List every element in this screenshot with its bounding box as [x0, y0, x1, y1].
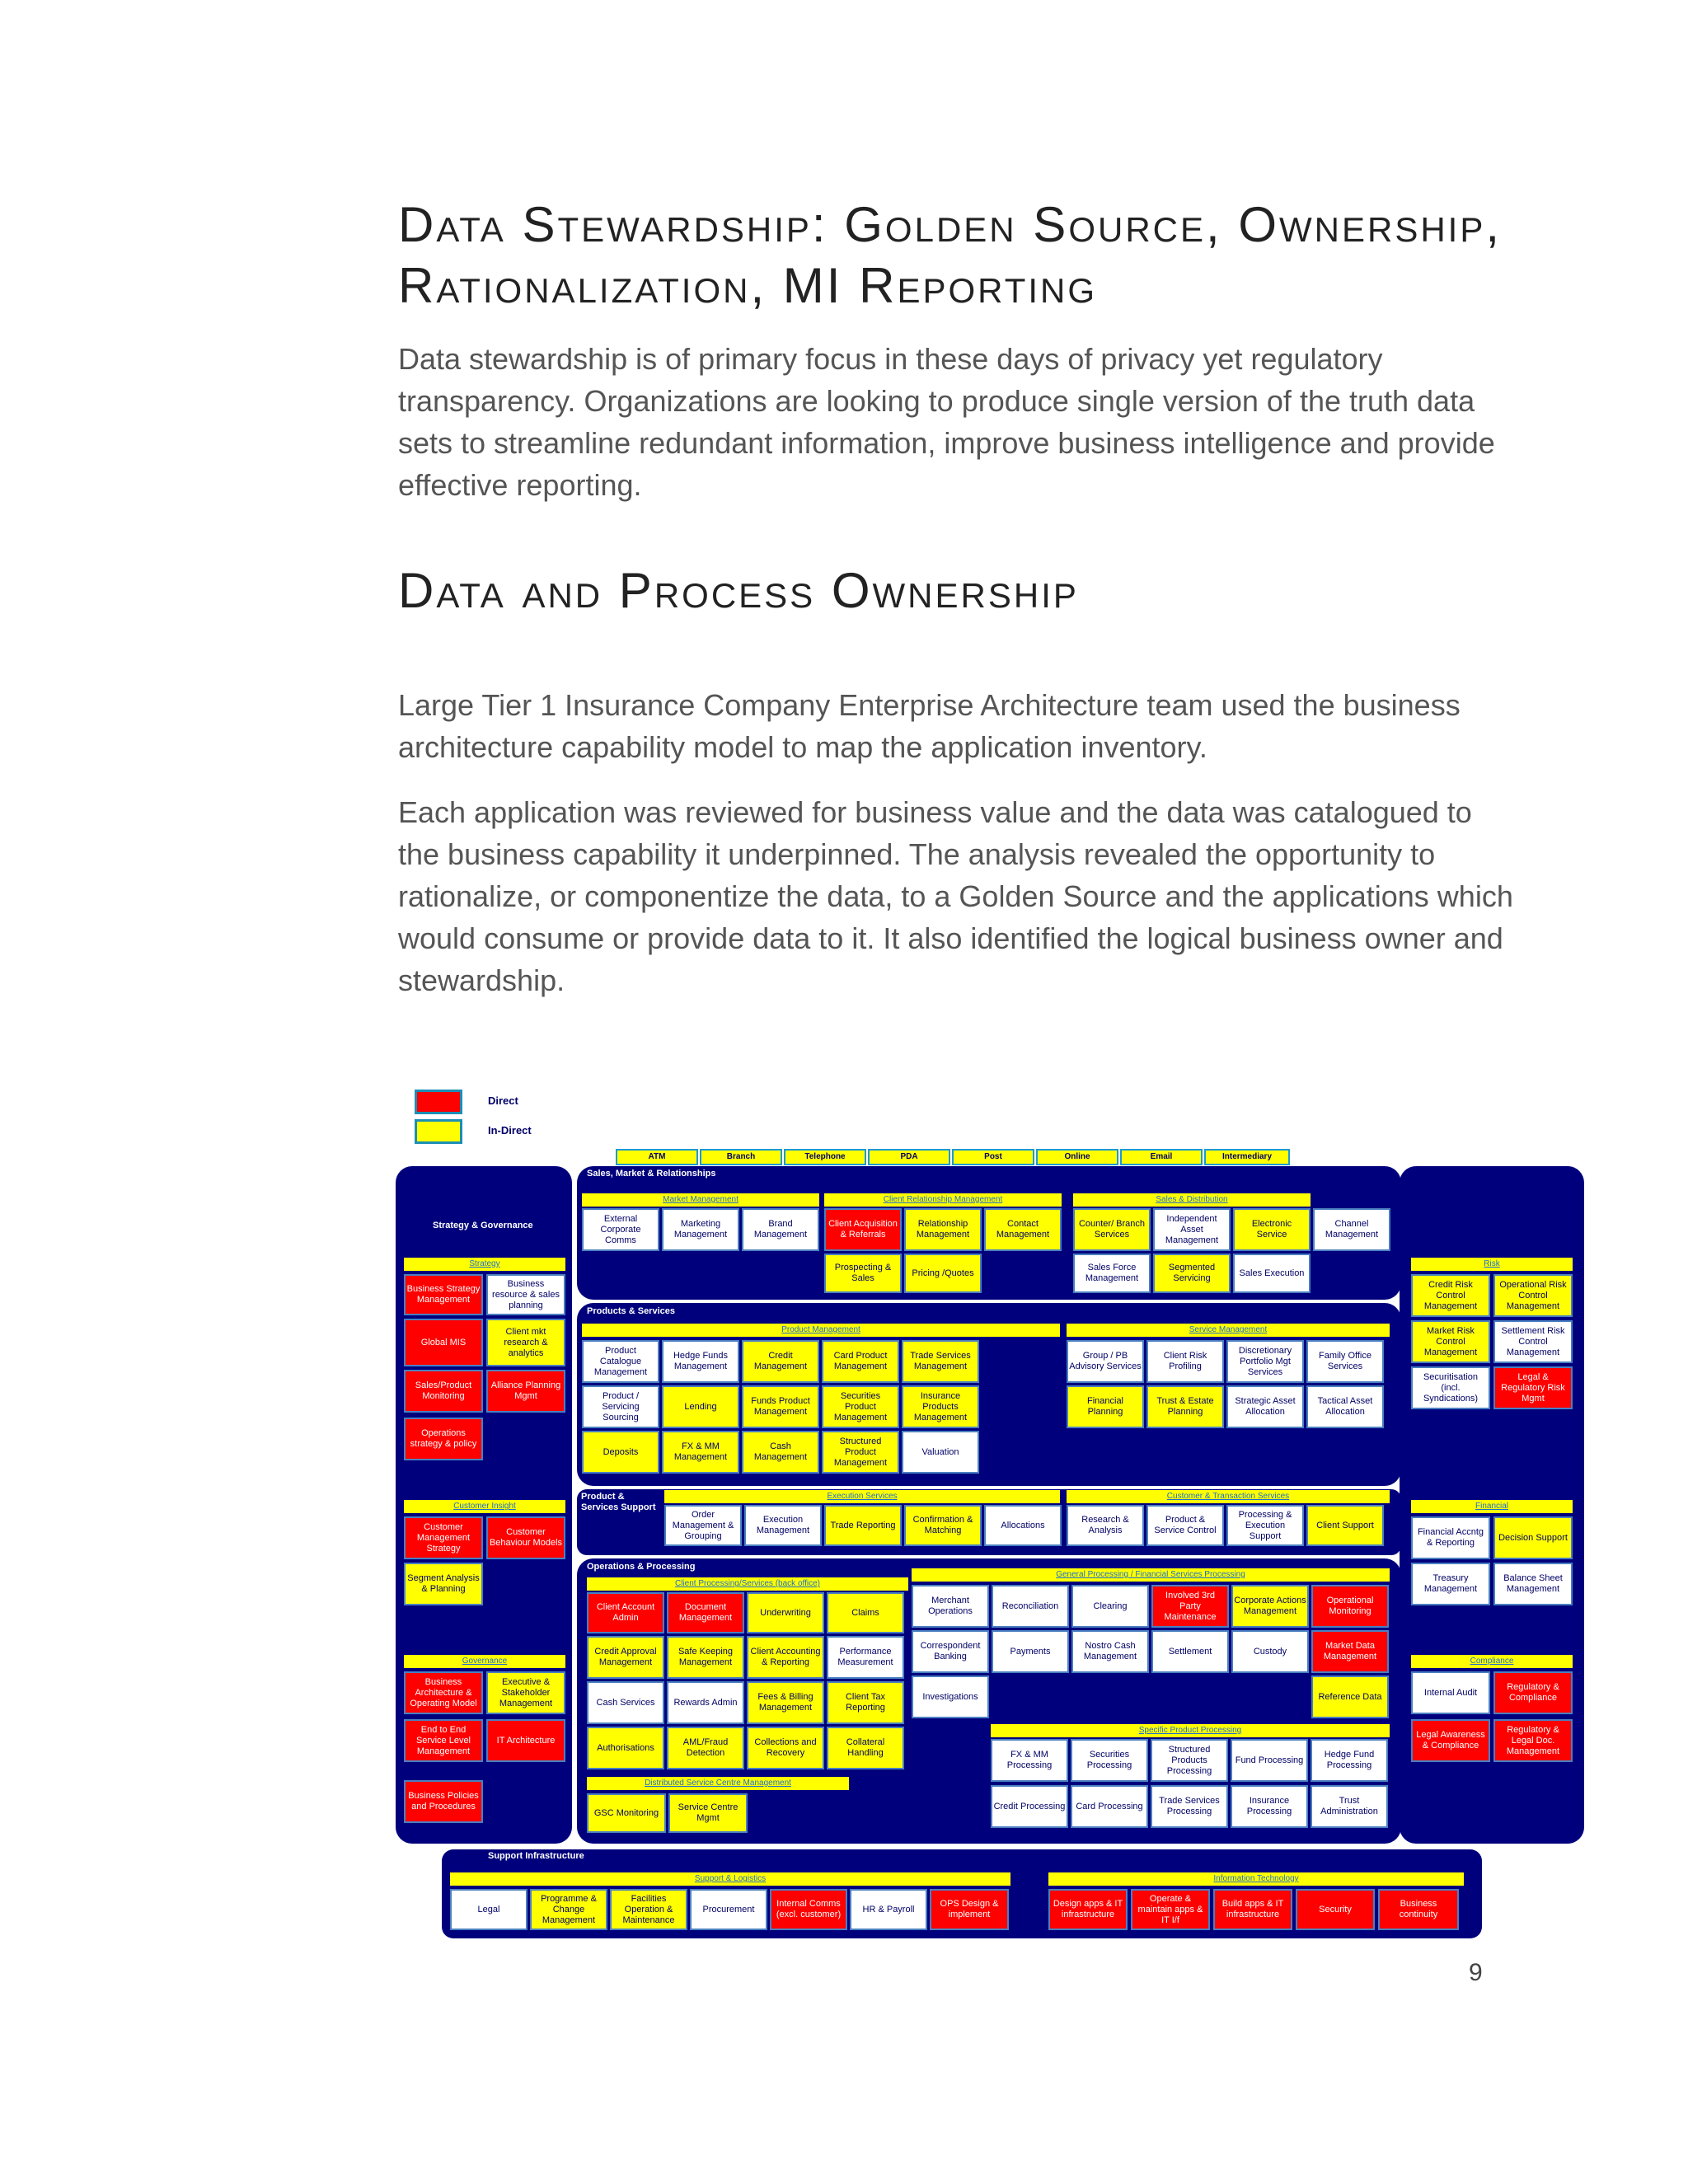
capability-cell: Security: [1296, 1889, 1375, 1930]
capability-cell: Rewards Admin: [667, 1681, 744, 1724]
capability-cell: Valuation: [902, 1431, 979, 1474]
capability-cell: Collateral Handling: [827, 1727, 904, 1769]
capability-cell: Sales Force Management: [1073, 1254, 1151, 1293]
capability-cell: Trust Administration: [1311, 1785, 1388, 1828]
capability-cell: Card Product Management: [822, 1340, 899, 1383]
hdr-specific-product: Specific Product Processing: [991, 1724, 1390, 1737]
capability-cell: Segmented Servicing: [1153, 1254, 1231, 1293]
capability-cell: Insurance Products Management: [902, 1385, 979, 1428]
capability-cell: Reference Data: [1311, 1675, 1389, 1718]
capability-cell: Customer Behaviour Models: [486, 1516, 565, 1559]
capability-cell: Facilities Operation & Maintenance: [610, 1889, 687, 1930]
capability-cell: Decision Support: [1493, 1516, 1573, 1559]
capability-cell: Merchant Operations: [912, 1585, 989, 1628]
capability-cell: Credit Approval Management: [587, 1636, 664, 1679]
capability-cell: Card Processing: [1071, 1785, 1148, 1828]
ownership-paragraph-2: Each application was reviewed for business value and the data was catalogued to the business capability it underpinned. The analysis revealed the opportunity to rationalize, or componentize the data, to a Golden Source and the applications which would consume or provide data to it. It also identified the logical business owner and stewardship.: [398, 795, 1513, 997]
capability-cell: Settlement Risk Control Management: [1493, 1320, 1573, 1363]
operations-title: Operations & Processing: [587, 1562, 696, 1572]
capability-cell: Build apps & IT infrastructure: [1213, 1889, 1292, 1930]
hdr-product-management: Product Management: [582, 1324, 1060, 1337]
capability-cell: Regulatory & Legal Doc. Management: [1493, 1719, 1573, 1762]
capability-cell: Client Accounting & Reporting: [747, 1636, 824, 1679]
capability-cell: Internal Audit: [1411, 1671, 1490, 1714]
hdr-financial: Financial: [1411, 1500, 1573, 1513]
capability-cell: Performance Measurement: [827, 1636, 904, 1679]
hdr-service-management: Service Management: [1067, 1324, 1390, 1337]
capability-cell: Customer Management Strategy: [404, 1516, 483, 1559]
section-heading: Data Stewardship: Golden Source, Ownership, Rationalization, MI Reporting: [398, 197, 1503, 313]
capability-cell: Clearing: [1071, 1585, 1149, 1628]
capability-cell: Involved 3rd Party Maintenance: [1151, 1585, 1229, 1628]
hdr-client-processing: Client Processing/Services (back office): [587, 1577, 908, 1591]
capability-cell: Marketing Management: [662, 1208, 739, 1251]
capability-cell: Collections and Recovery: [747, 1727, 824, 1769]
capability-cell: Operational Monitoring: [1311, 1585, 1389, 1628]
capability-cell: Tactical Asset Allocation: [1306, 1385, 1384, 1428]
hdr-sales-distribution: Sales & Distribution: [1073, 1193, 1311, 1207]
channel-telephone: Telephone: [784, 1149, 866, 1165]
hdr-general-processing: General Processing / Financial Services Processing: [912, 1568, 1390, 1582]
capability-cell: Securities Product Management: [822, 1385, 899, 1428]
legend-direct-label: Direct: [488, 1094, 518, 1107]
capability-cell: Alliance Planning Mgmt: [486, 1370, 565, 1413]
capability-cell: Settlement: [1151, 1630, 1229, 1673]
capability-cell: Legal Awareness & Compliance: [1411, 1719, 1490, 1762]
capability-cell: Claims: [827, 1592, 904, 1633]
capability-cell: Pricing /Quotes: [904, 1254, 982, 1293]
capability-cell: Operational Risk Control Management: [1493, 1274, 1573, 1317]
capability-cell: External Corporate Comms: [582, 1208, 659, 1251]
capability-cell: Financial Accntg & Reporting: [1411, 1516, 1490, 1559]
capability-cell: Balance Sheet Management: [1493, 1563, 1573, 1605]
capability-cell: Hedge Fund Processing: [1311, 1739, 1388, 1782]
hdr-compliance: Compliance: [1411, 1655, 1573, 1668]
sales-title: Sales, Market & Relationships: [587, 1169, 716, 1179]
hdr-support-logistics: Support & Logistics: [450, 1872, 1010, 1886]
capability-cell: FX & MM Management: [662, 1431, 739, 1474]
capability-cell: Contact Management: [984, 1208, 1062, 1251]
capability-cell: Electronic Service: [1233, 1208, 1311, 1251]
capability-cell: Discretionary Portfolio Mgt Services: [1226, 1340, 1304, 1383]
capability-model-diagram: [396, 1088, 1615, 1945]
channel-pda: PDA: [868, 1149, 950, 1165]
hdr-governance: Governance: [404, 1655, 565, 1668]
channel-online: Online: [1036, 1149, 1118, 1165]
capability-cell: Client mkt research & analytics: [486, 1319, 565, 1366]
capability-cell: GSC Monitoring: [587, 1793, 666, 1833]
capability-cell: Authorisations: [587, 1727, 664, 1769]
capability-cell: Product & Service Control: [1146, 1505, 1224, 1546]
capability-cell: Sales Execution: [1233, 1254, 1311, 1293]
capability-cell: Client Tax Reporting: [827, 1681, 904, 1724]
hdr-distributed-service: Distributed Service Centre Management: [587, 1777, 849, 1790]
capability-cell: Business Architecture & Operating Model: [404, 1671, 483, 1714]
capability-cell: Trust & Estate Planning: [1146, 1385, 1224, 1428]
capability-cell: Market Data Management: [1311, 1630, 1389, 1673]
capability-cell: Credit Management: [742, 1340, 819, 1383]
capability-cell: Payments: [992, 1630, 1069, 1673]
channel-email: Email: [1120, 1149, 1203, 1165]
capability-cell: Design apps & IT infrastructure: [1048, 1889, 1128, 1930]
capability-cell: Executive & Stakeholder Management: [486, 1671, 565, 1714]
capability-cell: Research & Analysis: [1067, 1505, 1144, 1546]
capability-cell: IT Architecture: [486, 1719, 565, 1762]
capability-cell: Fund Processing: [1231, 1739, 1308, 1782]
capability-cell: Cash Management: [742, 1431, 819, 1474]
capability-cell: Programme & Change Management: [530, 1889, 607, 1930]
capability-cell: HR & Payroll: [850, 1889, 927, 1930]
capability-cell: Legal: [450, 1889, 528, 1930]
capability-cell: Operate & maintain apps & IT I/f: [1131, 1889, 1210, 1930]
capability-cell: Custody: [1231, 1630, 1309, 1673]
capability-cell: Market Risk Control Management: [1411, 1320, 1490, 1363]
capability-cell: Deposits: [582, 1431, 659, 1474]
capability-cell: Order Management & Grouping: [664, 1505, 742, 1546]
capability-cell: End to End Service Level Management: [404, 1719, 483, 1762]
capability-cell: Independent Asset Management: [1153, 1208, 1231, 1251]
capability-cell: Treasury Management: [1411, 1563, 1490, 1605]
capability-cell: Operations strategy & policy: [404, 1418, 483, 1460]
capability-cell: Structured Product Management: [822, 1431, 899, 1474]
capability-cell: Processing & Execution Support: [1226, 1505, 1304, 1546]
capability-cell: Cash Services: [587, 1681, 664, 1724]
capability-cell: AML/Fraud Detection: [667, 1727, 744, 1769]
capability-cell: Channel Management: [1313, 1208, 1390, 1251]
capability-cell: Legal & Regulatory Risk Mgmt: [1493, 1366, 1573, 1409]
capability-cell: Underwriting: [747, 1592, 824, 1633]
channel-atm: ATM: [616, 1149, 698, 1165]
capability-cell: Segment Analysis & Planning: [404, 1563, 483, 1605]
capability-cell: Counter/ Branch Services: [1073, 1208, 1151, 1251]
intro-paragraph: Data stewardship is of primary focus in these days of privacy yet regulatory transparency. Organizations are looking to produce single version of the truth data sets to streamline redundant information, improve business intelligence and provide effective reporting.: [398, 342, 1495, 502]
capability-cell: FX & MM Processing: [991, 1739, 1068, 1782]
ownership-paragraph-1: Large Tier 1 Insurance Company Enterprise Architecture team used the business architecture capability model to map the application inventory.: [398, 688, 1461, 764]
capability-cell: Client Support: [1306, 1505, 1384, 1546]
hdr-information-technology: Information Technology: [1048, 1872, 1464, 1886]
subsection-heading: Data and Process Ownership: [398, 563, 1079, 618]
capability-cell: Procurement: [690, 1889, 767, 1930]
capability-cell: Financial Planning: [1067, 1385, 1144, 1428]
capability-cell: Global MIS: [404, 1319, 483, 1366]
hdr-customer-transaction: Customer & Transaction Services: [1067, 1490, 1390, 1503]
capability-cell: Hedge Funds Management: [662, 1340, 739, 1383]
product-support-title: Product & Services Support: [581, 1492, 656, 1512]
capability-cell: Corporate Actions Management: [1231, 1585, 1309, 1628]
capability-cell: Execution Management: [744, 1505, 822, 1546]
capability-cell: Client Account Admin: [587, 1592, 664, 1633]
capability-cell: Confirmation & Matching: [904, 1505, 982, 1546]
capability-cell: Securitisation (incl. Syndications): [1411, 1366, 1490, 1409]
capability-cell: Nostro Cash Management: [1071, 1630, 1149, 1673]
capability-cell: Brand Management: [742, 1208, 819, 1251]
hdr-risk: Risk: [1411, 1258, 1573, 1271]
capability-cell: Reconciliation: [992, 1585, 1069, 1628]
capability-cell: Credit Processing: [991, 1785, 1068, 1828]
capability-cell: Credit Risk Control Management: [1411, 1274, 1490, 1317]
capability-cell: Group / PB Advisory Services: [1067, 1340, 1144, 1383]
capability-cell: Fees & Billing Management: [747, 1681, 824, 1724]
hdr-client-relationship: Client Relationship Management: [824, 1193, 1062, 1207]
capability-cell: Insurance Processing: [1231, 1785, 1308, 1828]
capability-cell: Funds Product Management: [742, 1385, 819, 1428]
page-number: 9: [1469, 1959, 1483, 1986]
legend-indirect-swatch: [415, 1119, 462, 1144]
capability-cell: Securities Processing: [1071, 1739, 1148, 1782]
support-infrastructure-title: Support Infrastructure: [488, 1851, 584, 1861]
capability-cell: Relationship Management: [904, 1208, 982, 1251]
capability-cell: Business resource & sales planning: [486, 1274, 565, 1315]
capability-cell: Service Centre Mgmt: [668, 1793, 748, 1833]
capability-cell: Strategic Asset Allocation: [1226, 1385, 1304, 1428]
capability-cell: Client Risk Profiling: [1146, 1340, 1224, 1383]
hdr-execution-services: Execution Services: [664, 1490, 1060, 1503]
capability-cell: Business continuity: [1378, 1889, 1459, 1930]
capability-cell: Client Acquisition & Referrals: [824, 1208, 902, 1251]
channel-intermediary: Intermediary: [1204, 1149, 1290, 1165]
legend-direct-swatch: [415, 1090, 462, 1114]
legend-indirect-label: In-Direct: [488, 1124, 532, 1137]
capability-cell: Structured Products Processing: [1151, 1739, 1228, 1782]
strategy-governance-title: Strategy & Governance: [433, 1221, 533, 1230]
capability-cell: Sales/Product Monitoring: [404, 1370, 483, 1413]
capability-cell: Trade Reporting: [824, 1505, 902, 1546]
channel-post: Post: [952, 1149, 1034, 1165]
hdr-customer-insight: Customer Insight: [404, 1500, 565, 1513]
capability-cell: Internal Comms (excl. customer): [770, 1889, 847, 1930]
capability-cell: Correspondent Banking: [912, 1630, 989, 1673]
capability-cell: Family Office Services: [1306, 1340, 1384, 1383]
products-title: Products & Services: [587, 1306, 675, 1316]
capability-cell: Product Catalogue Management: [582, 1340, 659, 1383]
capability-cell: Business Strategy Management: [404, 1274, 483, 1315]
capability-cell: OPS Design & implement: [930, 1889, 1009, 1930]
hdr-strategy: Strategy: [404, 1258, 565, 1271]
capability-cell: Allocations: [984, 1505, 1062, 1546]
capability-cell: Document Management: [667, 1592, 744, 1633]
capability-cell: Business Policies and Procedures: [404, 1780, 483, 1823]
capability-cell: Product / Servicing Sourcing: [582, 1385, 659, 1428]
capability-cell: Regulatory & Compliance: [1493, 1671, 1573, 1714]
channel-branch: Branch: [700, 1149, 782, 1165]
capability-cell: Trade Services Management: [902, 1340, 979, 1383]
capability-cell: Investigations: [912, 1675, 989, 1718]
capability-cell: Safe Keeping Management: [667, 1636, 744, 1679]
capability-cell: Prospecting & Sales: [824, 1254, 902, 1293]
hdr-market-management: Market Management: [582, 1193, 819, 1207]
capability-cell: Trade Services Processing: [1151, 1785, 1228, 1828]
capability-cell: Lending: [662, 1385, 739, 1428]
